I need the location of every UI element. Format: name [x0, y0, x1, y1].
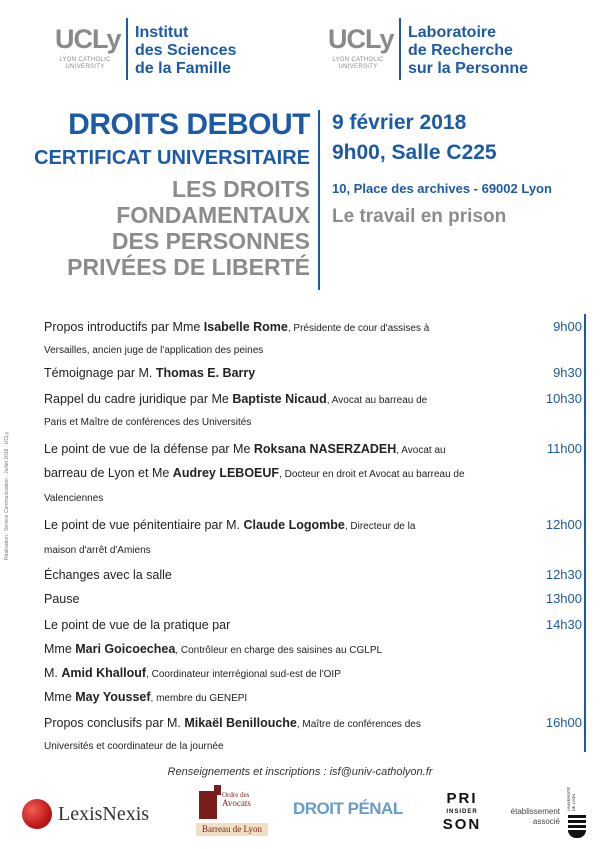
ucly-brand-right: UCLy [328, 24, 394, 54]
program-text: Témoignage par M. [44, 366, 156, 380]
credit-note: Réalisation : Service Communication - Juillet 2018 - UCLy [4, 431, 10, 560]
speaker-role: , Maître de conférences des [296, 719, 421, 730]
speaker-role: Versailles, ancien juge de l'application des peines [44, 345, 264, 356]
prison-insider-line: INSIDER [446, 809, 478, 815]
program-row [44, 586, 554, 614]
program-text: Le point de vue de la pratique par [44, 618, 231, 632]
contact-line: Renseignements et inscriptions : isf@univ-catholyon.fr [167, 766, 433, 778]
laboratory-line: de Recherche [408, 42, 513, 59]
speaker-role: , Docteur en droit et Avocat au barreau de [279, 469, 465, 480]
divider [399, 18, 401, 80]
speaker-name: Mikaël Benillouche [184, 716, 297, 730]
program-time: 9h30 [553, 365, 582, 380]
program-row [44, 732, 554, 760]
program-time: 9h00 [553, 319, 582, 334]
speaker-name: Roksana NASERZADEH [253, 442, 397, 456]
program-text: Mme [44, 690, 76, 704]
program-time: 12h30 [545, 567, 582, 582]
laboratory-name [408, 24, 528, 78]
program-row [44, 684, 554, 712]
program-time: 14h30 [545, 617, 582, 632]
ucly-sub-right [323, 57, 393, 71]
sponsor-logos [0, 785, 600, 849]
prison-insider-line: PRI [446, 790, 478, 807]
speaker-name: Mari Goicoechea [75, 642, 176, 656]
barreau-de-lyon: Barreau de Lyon [196, 823, 268, 836]
ucly-sub-line: LYON CATHOLIC [332, 57, 384, 63]
institute-line: des Sciences [135, 42, 237, 59]
theme-line: DES PERSONNES [111, 228, 310, 254]
speaker-name: Audrey LEBOEUF [172, 466, 280, 480]
institute-line: Institut [135, 24, 189, 41]
prison-insider-logo [440, 791, 484, 833]
avocats-text [222, 791, 251, 807]
program-time: 12h00 [545, 517, 582, 532]
program-time: 10h30 [545, 391, 582, 406]
program-time: 16h00 [545, 715, 582, 730]
event-time-room: 9h00, Salle C225 [332, 141, 497, 164]
speaker-role: , Contrôleur en charge des saisines au CGLPL [175, 645, 383, 656]
speaker-role: Paris et Maître de conférences des Universités [44, 417, 252, 428]
speaker-role: , Avocat au [396, 445, 446, 456]
divider [126, 18, 128, 80]
ucly-sub-left [50, 57, 120, 71]
laboratory-line: Laboratoire [408, 24, 497, 41]
etablissement-line: établissement [510, 807, 560, 816]
program-time: 11h00 [546, 441, 582, 456]
etablissement-line: associé [532, 817, 560, 826]
speaker-role: Universités et coordinateur de la journée [44, 741, 224, 752]
lexisnexis-globe-icon [22, 799, 52, 829]
program-text: Rappel du cadre juridique par Me [44, 392, 233, 406]
speaker-name: Baptiste Nicaud [232, 392, 327, 406]
ucly-sub-line: UNIVERSITY [338, 63, 378, 70]
program-text: Pause [44, 592, 80, 606]
program-row [44, 484, 554, 512]
program-text: Le point de vue pénitentiaire par M. [44, 518, 244, 532]
avocats-emblem-part [214, 785, 221, 795]
subtitle: CERTIFICAT UNIVERSITAIRE [34, 147, 310, 169]
event-address: 10, Place des archives - 69002 Lyon [332, 181, 552, 196]
avocats-emblem-icon [199, 791, 217, 819]
ucly-sub-line: UNIVERSITY [65, 63, 105, 70]
program-text: M. [44, 666, 62, 680]
universite-de-lyon-label: UNIVERSITÉ DE LYON [566, 786, 576, 811]
avocats-line: Ordre des [222, 791, 250, 799]
prison-insider-line: SON [442, 816, 482, 833]
speaker-role: , Avocat au barreau de [326, 395, 428, 406]
program-text: Le point de vue de la défense par Me [44, 442, 254, 456]
main-title: DROITS DEBOUT [68, 108, 310, 141]
event-date: 9 février 2018 [332, 111, 467, 134]
program [44, 314, 586, 752]
program-text: Propos conclusifs par M. [44, 716, 185, 730]
speaker-name: Claude Logombe [243, 518, 345, 532]
institute-line: de la Famille [135, 60, 232, 77]
ucly-sub-line: LYON CATHOLIC [59, 57, 111, 63]
speaker-name: Thomas E. Barry [155, 366, 256, 380]
speaker-name: May Youssef [75, 690, 151, 704]
speaker-role: , Présidente de cour d'assises à [287, 323, 430, 334]
theme-line: PRIVÉES DE LIBERTÉ [67, 254, 310, 280]
program-text: Échanges avec la salle [44, 568, 172, 582]
speaker-name: Isabelle Rome [203, 320, 288, 334]
program-row [44, 408, 554, 436]
program-row [44, 360, 554, 388]
program-text: Propos introductifs par Mme [44, 320, 204, 334]
program-row [44, 536, 554, 564]
speaker-role: , Coordinateur interrégional sud-est de l'OIP [146, 669, 341, 680]
institute-name [135, 24, 236, 78]
speaker-role: Valenciennes [44, 493, 104, 504]
universite-de-lyon-icon [566, 786, 586, 839]
event-theme: Le travail en prison [332, 206, 507, 227]
program-time: 13h00 [545, 591, 582, 606]
speaker-name: Amid Khallouf [61, 666, 147, 680]
theme-line: LES DROITS [171, 176, 310, 202]
etablissement-associe [508, 807, 560, 827]
theme-line: FONDAMENTAUX [116, 202, 310, 228]
speaker-role: , Directeur de la [344, 521, 416, 532]
ucly-brand-left: UCLy [55, 24, 121, 54]
droit-penal-logo: DROIT PÉNAL [293, 799, 403, 818]
avocats-line: Avocats [222, 798, 251, 808]
program-text: barreau de Lyon et Me [44, 466, 173, 480]
speaker-role: maison d'arrêt d'Amiens [44, 545, 151, 556]
program-text: Mme [44, 642, 76, 656]
laboratory-line: sur la Personne [408, 60, 529, 77]
speaker-role: , membre du GENEPI [150, 693, 248, 704]
title-divider [318, 110, 320, 290]
lexisnexis-logo: LexisNexis [58, 803, 150, 825]
